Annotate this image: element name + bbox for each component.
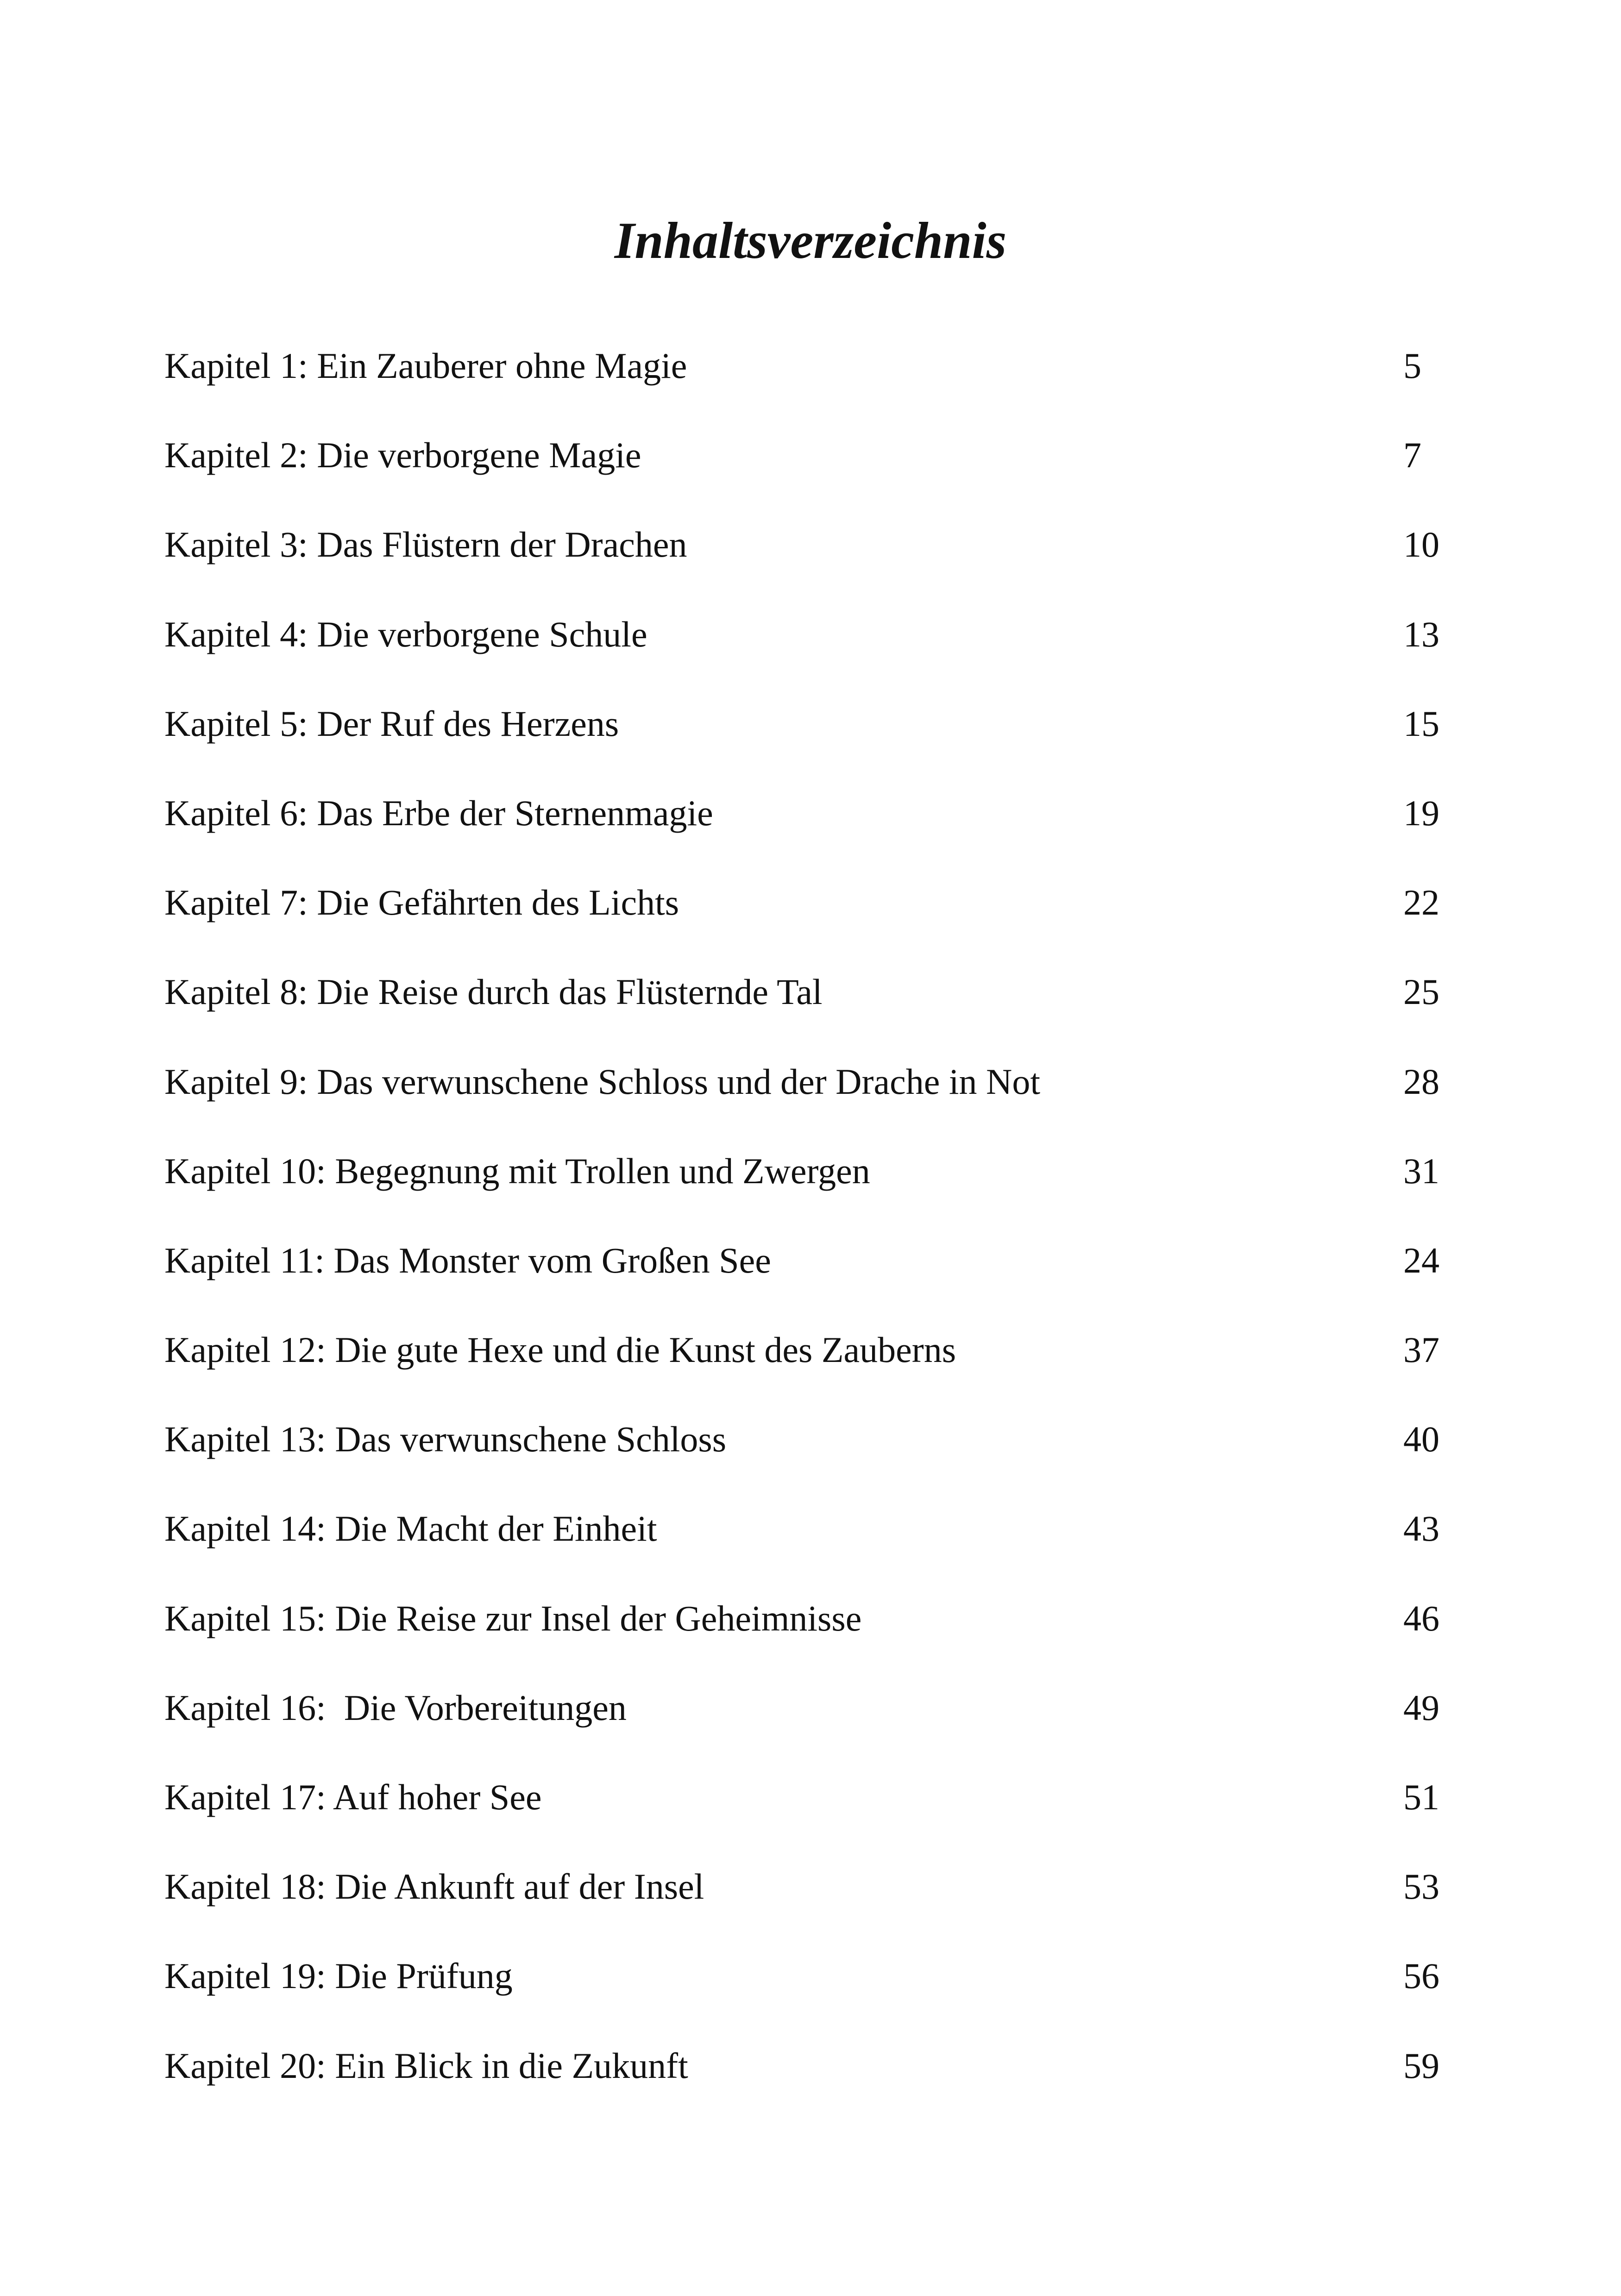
toc-entry [164,1487,1461,1576]
toc-entry-page-number: 37 [1403,1330,1439,1370]
toc-entry-title: Kapitel 4: Die verborgene Schule [164,614,647,654]
toc-entry [164,1756,1461,1845]
toc-entry [164,414,1461,503]
toc-entry-page-number: 25 [1403,972,1439,1012]
toc-entry-title: Kapitel 20: Ein Blick in die Zukunft [164,2045,688,2086]
toc-entry-page-number: 46 [1403,1598,1439,1638]
toc-entry-title: Kapitel 9: Das verwunschene Schloss und der Drache in Not [164,1061,1041,1102]
toc-entry-page-number: 53 [1403,1866,1439,1907]
toc-entry-title: Kapitel 1: Ein Zauberer ohne Magie [164,345,687,386]
toc-entry-title: Kapitel 10: Begegnung mit Trollen und Zwergen [164,1150,870,1191]
toc-entry-page-number: 10 [1403,524,1439,565]
toc-entry-title: Kapitel 3: Das Flüstern der Drachen [164,524,687,565]
toc-entry [164,593,1461,682]
toc-entry-page-number: 31 [1403,1150,1439,1191]
toc-entry [164,1308,1461,1398]
toc-entry-page-number: 49 [1403,1687,1439,1728]
toc-entry [164,1666,1461,1756]
toc-entry-page-number: 56 [1403,1956,1439,1996]
toc-entry-page-number: 19 [1403,792,1439,833]
toc-entry-title: Kapitel 15: Die Reise zur Insel der Geheimnisse [164,1598,862,1638]
toc-entry [164,2024,1461,2114]
toc-entry-page-number: 7 [1403,435,1421,476]
toc-entry-title: Kapitel 17: Auf hoher See [164,1777,542,1817]
toc-entry-title: Kapitel 8: Die Reise durch das Flüsternde Tal [164,972,823,1012]
toc-entry-title: Kapitel 19: Die Prüfung [164,1956,513,1996]
toc-entry [164,1577,1461,1666]
toc-entry-title: Kapitel 16: Die Vorbereitungen [164,1687,627,1728]
toc-entry-page-number: 28 [1403,1061,1439,1102]
toc-entry-title: Kapitel 18: Die Ankunft auf der Insel [164,1866,704,1907]
toc-entry-title: Kapitel 6: Das Erbe der Sternenmagie [164,792,713,833]
toc-entry [164,324,1461,414]
page-title: Inhaltsverzeichnis [614,212,1007,270]
toc-entry-page-number: 15 [1403,703,1439,744]
toc-entry-title: Kapitel 5: Der Ruf des Herzens [164,703,619,744]
toc-entry [164,861,1461,950]
toc-entry [164,950,1461,1040]
toc-entry [164,1219,1461,1308]
toc-entry [164,503,1461,592]
toc-entry [164,1845,1461,1934]
toc-entry-title: Kapitel 7: Die Gefährten des Lichts [164,882,679,923]
toc-entry-title: Kapitel 13: Das verwunschene Schloss [164,1419,727,1460]
toc-entry-page-number: 5 [1403,345,1421,386]
toc-entry [164,1398,1461,1487]
toc-entry-title: Kapitel 2: Die verborgene Magie [164,435,641,476]
toc-entry-title: Kapitel 14: Die Macht der Einheit [164,1508,657,1549]
toc-entry-page-number: 13 [1403,614,1439,654]
toc-entry-page-number: 43 [1403,1508,1439,1549]
toc-entry [164,682,1461,772]
toc-entry [164,1040,1461,1129]
toc-entry-page-number: 51 [1403,1777,1439,1817]
toc-entry-page-number: 24 [1403,1240,1439,1280]
toc-entry [164,1129,1461,1219]
toc-entry-title: Kapitel 11: Das Monster vom Großen See [164,1240,771,1280]
toc-entry-title: Kapitel 12: Die gute Hexe und die Kunst des Zauberns [164,1330,956,1370]
toc-entry-page-number: 59 [1403,2045,1439,2086]
table-of-contents [164,324,1461,2114]
toc-entry [164,1934,1461,2024]
toc-entry [164,772,1461,861]
toc-entry-page-number: 22 [1403,882,1439,923]
toc-entry-page-number: 40 [1403,1419,1439,1460]
